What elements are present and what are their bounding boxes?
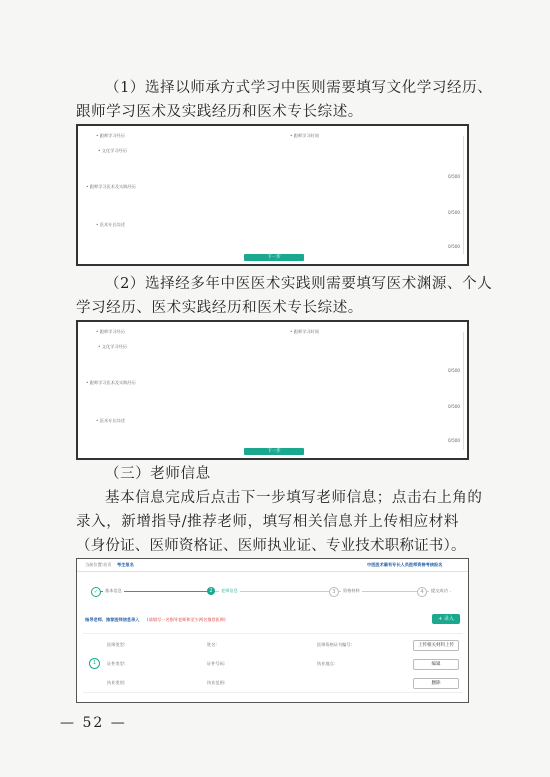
- next-step-button[interactable]: 下一步: [244, 254, 304, 261]
- step-circle-3: 3: [329, 587, 339, 597]
- field-cert-number: 医师资格证书编号:: [317, 642, 352, 647]
- breadcrumb-home[interactable]: 首页: [103, 562, 112, 567]
- field-practice-category: 执业类别:: [107, 680, 126, 685]
- paragraph-3-line-2: 录入，新增指导/推荐老师，填写相关信息并上传相应材料: [76, 514, 459, 530]
- char-counter: 0/500: [448, 244, 461, 249]
- field-label: • 文化学习经历: [98, 148, 127, 153]
- edit-button[interactable]: 编辑: [413, 659, 459, 670]
- note-label: 指导老师、推荐医师信息录入: [85, 617, 140, 622]
- field-name: 姓名:: [207, 642, 217, 647]
- field-id-type: 证件类型:: [107, 661, 126, 666]
- field-id-number: 证件号码:: [207, 661, 226, 666]
- step-label-2: 老师信息: [221, 588, 238, 593]
- paragraph-3-line-3: （身份证、医师资格证、医师执业证、专业技术职称证书）。: [76, 538, 466, 554]
- paragraph-3-line-1: 基本信息完成后点击下一步填写老师信息；点击右上角的: [105, 490, 483, 506]
- paragraph-2-line-2: 学习经历、医术实践经历和医术专长综述。: [76, 300, 363, 316]
- form-screenshot-1: [76, 124, 469, 266]
- textarea-border: [463, 332, 464, 450]
- breadcrumb-page: 考生报名: [117, 562, 134, 567]
- field-label: • 跟师学习医术及实践经历: [86, 184, 136, 189]
- char-counter: 0/500: [448, 438, 461, 443]
- char-counter: 0/500: [448, 404, 461, 409]
- upload-materials-button[interactable]: 上传相关材料上传: [413, 640, 459, 651]
- field-label: • 医术专长综述: [96, 222, 125, 227]
- field-practice-location: 执业地点:: [317, 661, 336, 666]
- next-step-button[interactable]: 下一步: [244, 448, 304, 455]
- char-counter: 0/500: [448, 174, 461, 179]
- char-counter: 0/500: [448, 210, 461, 215]
- header-title: 中医医术确有专长人员医师资格考核报名: [367, 562, 443, 567]
- add-teacher-button[interactable]: + 录入: [432, 614, 460, 624]
- field-label: • 跟师学习时间: [290, 329, 319, 334]
- breadcrumb-label: 当前位置:: [85, 562, 104, 567]
- field-label: • 跟师学习时间: [290, 133, 319, 138]
- teacher-row: [83, 633, 463, 693]
- field-label: • 文化学习经历: [98, 344, 127, 349]
- field-label: • 跟师学习经历: [96, 329, 125, 334]
- char-counter: 0/500: [448, 368, 461, 373]
- step-circle-1: ✓: [91, 587, 101, 597]
- panel-header: [77, 559, 468, 572]
- field-doctor-type: 医师类型:: [107, 642, 126, 647]
- step-label-3: 资格材料: [343, 588, 360, 593]
- field-label: • 医术专长综述: [96, 418, 125, 423]
- teacher-info-screenshot: [76, 558, 469, 703]
- field-label: • 跟师学习经历: [96, 133, 125, 138]
- step-label-1: 基本信息: [105, 588, 122, 593]
- form-screenshot-2: [76, 320, 469, 460]
- delete-button[interactable]: 删除: [413, 678, 459, 689]
- step-circle-4: 4: [417, 587, 427, 597]
- step-circle-2: 2: [207, 587, 215, 595]
- section-title: （三）老师信息: [105, 466, 211, 482]
- page-number: — 52 —: [60, 715, 127, 731]
- field-label: • 跟师学习医术及实践经历: [86, 380, 136, 385]
- paragraph-1-line-2: 跟师学习医术及实践经历和医术专长综述。: [76, 104, 363, 120]
- paragraph-1-line-1: （1）选择以师承方式学习中医则需要填写文化学习经历、: [105, 80, 493, 96]
- step-label-4: 提交成功: [431, 588, 448, 593]
- stepper: [87, 585, 459, 599]
- note-warning: (请填写一名指导老师和至少两名推荐医师): [147, 617, 226, 622]
- paragraph-2-line-1: （2）选择经多年中医医术实践则需要填写医术渊源、个人: [105, 276, 493, 292]
- textarea-border: [463, 136, 464, 254]
- field-practice-scope: 执业范围:: [207, 680, 226, 685]
- row-index: 1: [89, 658, 100, 669]
